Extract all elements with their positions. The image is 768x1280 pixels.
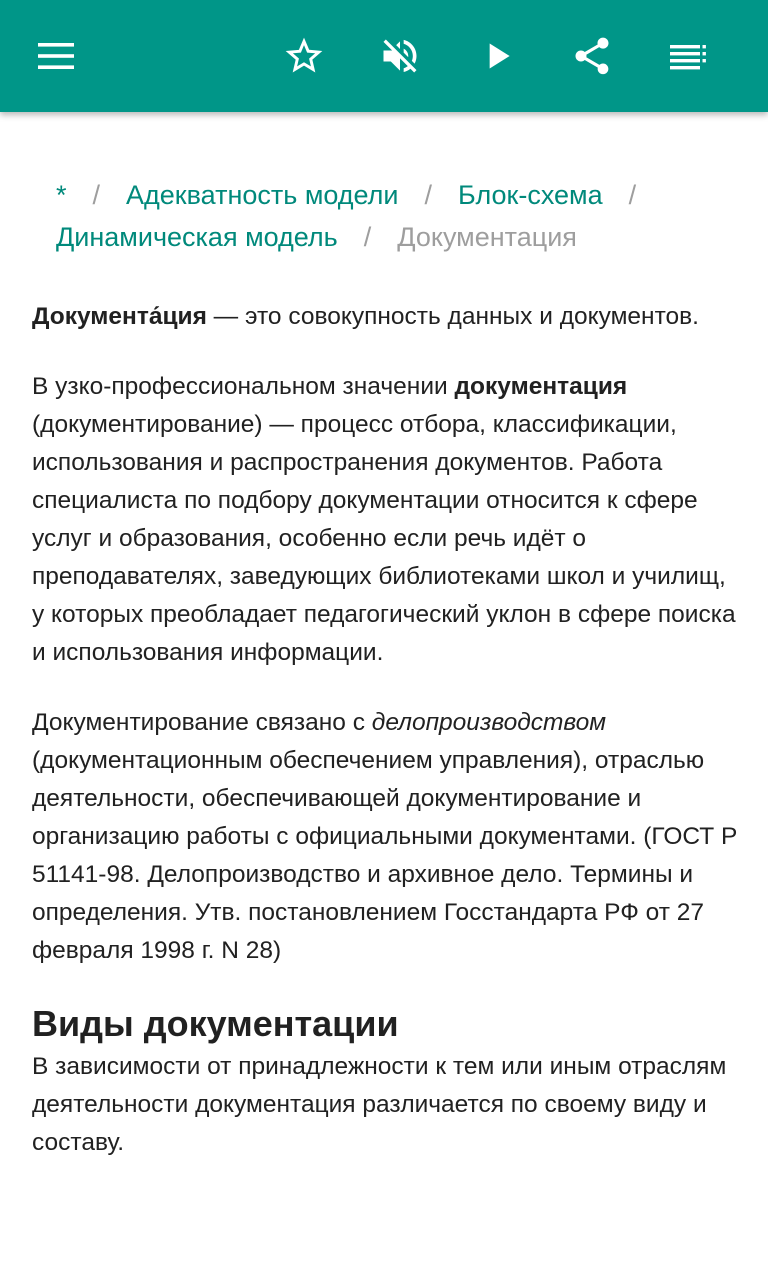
breadcrumb-separator: / (628, 180, 637, 210)
mute-button[interactable] (368, 24, 432, 88)
contents-button[interactable] (656, 24, 720, 88)
term-italic: делопроизводством (371, 709, 607, 736)
paragraph-records-management (32, 704, 744, 970)
paragraph-text: (документационным обеспечением управления), отраслью деятельности, обеспечивающей документирование и организацию работы с официальными документами. (ГОСТ Р 51141-98. Делопроизводство и архивное дело. Термины и определения. Утв. постановлением Госстандарта РФ от 27 февраля 1998 г. N 28) (32, 747, 738, 964)
play-icon (478, 36, 518, 76)
paragraph-text: В узко-профессиональном значении (32, 373, 455, 400)
menu-icon (36, 36, 76, 76)
term-bold: Документа́ция (32, 303, 207, 330)
breadcrumb-current: Документация (397, 222, 577, 252)
share-button[interactable] (560, 24, 624, 88)
breadcrumb-separator: / (424, 180, 433, 210)
breadcrumb-item-flowchart[interactable]: Блок-схема (458, 180, 603, 210)
share-icon (570, 34, 614, 78)
playlist-icon (668, 36, 708, 76)
paragraph-definition (32, 298, 744, 336)
play-button[interactable] (466, 24, 530, 88)
breadcrumb (56, 174, 746, 258)
breadcrumb-item-adequacy[interactable]: Адекватность модели (126, 180, 399, 210)
menu-button[interactable] (24, 24, 88, 88)
article-content (0, 112, 768, 1280)
article-body (32, 298, 744, 1194)
breadcrumb-separator: / (92, 180, 101, 210)
breadcrumb-separator: / (363, 222, 372, 252)
section-heading: Виды документации (32, 1003, 399, 1044)
term-bold: документация (454, 373, 628, 400)
paragraph-text: — это совокупность данных и документов. (206, 303, 699, 330)
paragraph-text: Документирование связано с (32, 709, 372, 736)
volume-off-icon (378, 34, 422, 78)
star-icon (282, 34, 326, 78)
favorite-button[interactable] (272, 24, 336, 88)
breadcrumb-home[interactable]: * (56, 180, 67, 210)
paragraph-professional-meaning (32, 368, 744, 672)
breadcrumb-item-dynamic-model[interactable]: Динамическая модель (56, 222, 338, 252)
app-toolbar (0, 0, 768, 112)
paragraph-types: В зависимости от принадлежности к тем или иным отраслям деятельности документация различается по своему виду и составу. (32, 1053, 727, 1156)
paragraph-text: (документирование) — процесс отбора, классификации, использования и распространения документов. Работа специалиста по подбору документации относится к сфере услуг и образования, особенно если речь идёт о преподавателях, заведующих библиотеками школ и училищ, у которых преобладает педагогический уклон в сфере поиска и использования информации. (32, 411, 736, 666)
